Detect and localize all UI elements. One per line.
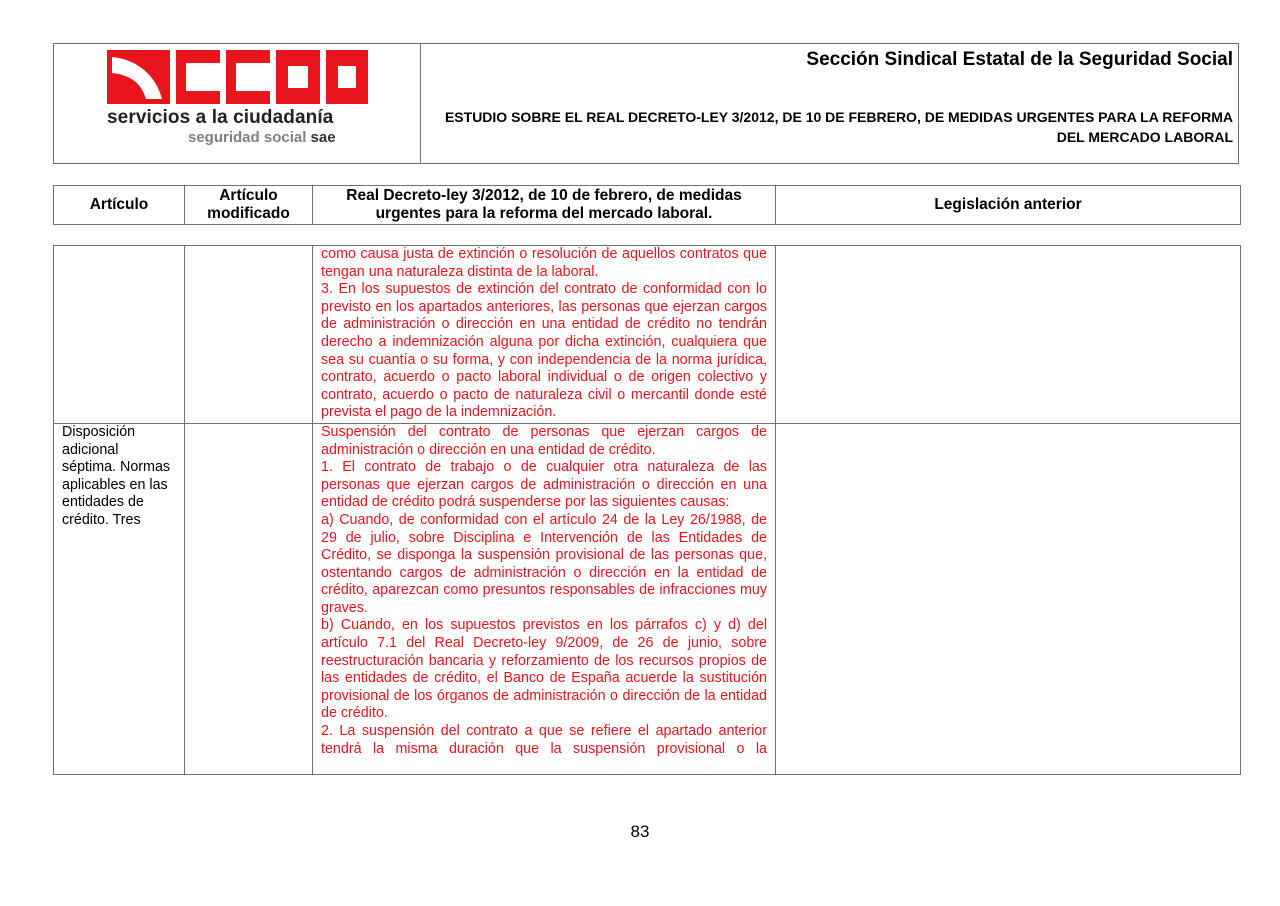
logo-subtagline-suffix: sae [310, 129, 336, 146]
content-table [53, 245, 1241, 775]
articulo-cell [54, 246, 185, 424]
legislacion-cell [776, 246, 1241, 424]
ccoo-logo [106, 49, 368, 105]
document-title: Sección Sindical Estatal de la Seguridad Social [806, 49, 1233, 70]
real-decreto-cell [313, 246, 776, 424]
title-cell [421, 44, 1238, 163]
column-header-legislacion: Legislación anterior [776, 186, 1241, 225]
paragraph: 2. La suspensión del contrato a que se refiere el apartado anterior tendrá la misma duración que la suspensión provisional o la [321, 723, 767, 757]
document-subtitle: ESTUDIO SOBRE EL REAL DECRETO-LEY 3/2012, DE 10 DE FEBRERO, DE MEDIDAS URGENTES PARA LA REFORMA DEL MERCADO LABORAL [444, 109, 1233, 145]
column-header-table [53, 185, 1241, 225]
paragraph: 3. En los supuestos de extinción del contrato de conformidad con lo previsto en los apartados anteriores, las personas que ejerzan cargos de administración o dirección en una entidad de crédito no tendrán derecho a indemnización alguna por dicha extinción, cualquiera que sea su cuantía o su forma, y con independencia de la norma jurídica, contrato, acuerdo o pacto laboral individual o de origen colectivo y contrato, acuerdo o pacto de naturaleza civil o mercantil donde esté prevista el pago de la indemnización. [321, 281, 767, 421]
modificado-cell [185, 246, 313, 424]
logo-subtagline [188, 129, 336, 146]
logo-subtagline-main: seguridad social [188, 129, 307, 146]
logo-cell [54, 44, 421, 163]
modificado-cell [185, 423, 313, 774]
column-header-articulo: Artículo [54, 186, 185, 225]
column-header-articulo-modificado: Artículo modificado [185, 186, 313, 225]
paragraph: como causa justa de extinción o resolución de aquellos contratos que tengan una naturaleza distinta de la laboral. [321, 246, 767, 280]
paragraph: b) Cuando, en los supuestos previstos en los párrafos c) y d) del artículo 7.1 del Real Decreto-ley 9/2009, de 26 de junio, sobre reestructuración bancaria y reforzamiento de los recursos propios de las entidades de crédito, el Banco de España acuerde la sustitución provisional de los órganos de administración o dirección de la entidad de crédito. [321, 617, 767, 722]
document-header [53, 43, 1239, 164]
column-header-real-decreto: Real Decreto-ley 3/2012, de 10 de febrero, de medidas urgentes para la reforma del mercado laboral. [313, 186, 776, 225]
table-row [54, 246, 1241, 424]
paragraph: 1. El contrato de trabajo o de cualquier otra naturaleza de las personas que ejerzan cargos de administración o dirección en una entidad de crédito podrá suspenderse por las siguientes causas: [321, 459, 767, 511]
logo-tagline: servicios a la ciudadanía [107, 107, 334, 128]
page-number: 83 [630, 822, 650, 841]
table-row [54, 423, 1241, 774]
articulo-cell: Disposición adicional séptima. Normas aplicables en las entidades de crédito. Tres [54, 423, 185, 774]
paragraph: Suspensión del contrato de personas que ejerzan cargos de administración o dirección en una entidad de crédito. [321, 423, 767, 458]
paragraph: a) Cuando, de conformidad con el artículo 24 de la Ley 26/1988, de 29 de julio, sobre Disciplina e Intervención de las Entidades de Crédito, se disponga la suspensión provisional de las personas que, ostentando cargos de administración o dirección en la entidad de crédito, aparezcan como presuntos responsables de infracciones muy graves. [321, 511, 767, 616]
legislacion-cell [776, 423, 1241, 774]
real-decreto-cell [313, 423, 776, 774]
